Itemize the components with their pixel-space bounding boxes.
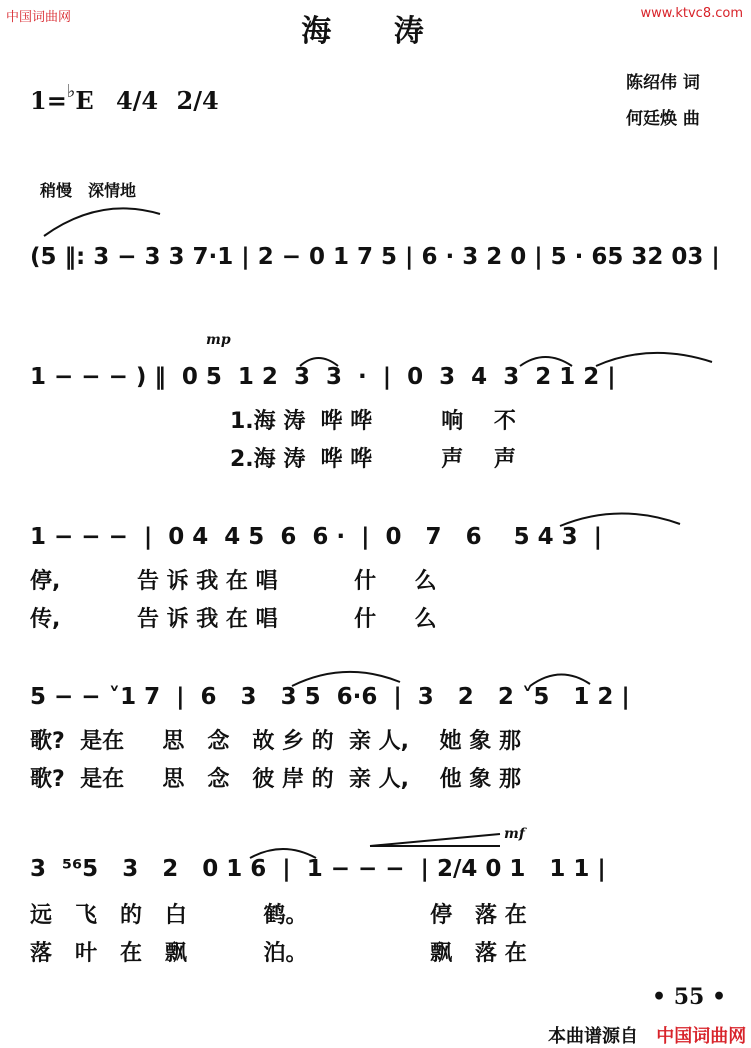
lyric-line-2-verse-2: 2.海 涛 哗 哗 声 声 xyxy=(230,447,516,472)
notation-line-2: 1 − − − ) ‖ 0 5 1 2 3 3 · | 0 3 4 3 2 1 2 | xyxy=(30,364,616,390)
footer-text: 本曲谱源自 xyxy=(548,1026,638,1047)
flat-symbol: ♭ xyxy=(66,81,76,102)
time-signature-1: 4/4 xyxy=(115,86,159,115)
notation-line-3: 1 − − − | 0 4 4 5 6 6 · | 0 7 6 5 4 3 | xyxy=(30,524,603,550)
lyric-line-4-verse-1: 歌? 是在 思 念 故 乡 的 亲 人, 她 象 那 xyxy=(30,729,521,754)
slur-line4-b xyxy=(530,674,590,686)
watermark-right: www.ktvc8.com xyxy=(640,6,743,21)
lyricist-credit: 陈绍伟 词 xyxy=(626,73,700,93)
slur-intro xyxy=(44,208,160,236)
time-signature-2: 2/4 xyxy=(176,86,219,115)
slur-line4-a xyxy=(292,672,400,686)
lyric-line-3-verse-2: 传, 告 诉 我 在 唱 什 么 xyxy=(30,607,437,632)
watermark-left: 中国词曲网 xyxy=(6,10,72,25)
lyric-line-5-verse-2: 落 叶 在 飘 泊。 飘 落 在 xyxy=(30,941,527,966)
key-note: E xyxy=(75,86,94,115)
notation-line-1: (5 ‖: 3 − 3 3 7·1 | 2 − 0 1 7 5 | 6 · 3 2 0 | 5 · 65 32 03 | xyxy=(30,244,720,270)
lyric-line-3-verse-1: 停, 告 诉 我 在 唱 什 么 xyxy=(30,569,437,594)
lyric-line-5-verse-1: 远 飞 的 白 鹤。 停 落 在 xyxy=(30,903,527,928)
lyric-line-4-verse-2: 歌? 是在 思 念 彼 岸 的 亲 人, 他 象 那 xyxy=(30,767,521,792)
slur-line2-a xyxy=(300,358,338,366)
dynamic-mp: mp xyxy=(206,332,231,348)
notation-line-4: 5 − − ˅1 7 | 6 3 3 5 6·6 | 3 2 2 ˅5 1 2 | xyxy=(30,684,630,710)
key-prefix: 1= xyxy=(30,86,67,115)
dynamic-mf: mf xyxy=(504,826,525,842)
page-number: • 55 • xyxy=(652,984,727,1010)
slur-line3-a xyxy=(560,513,680,526)
lyric-line-2-verse-1: 1.海 涛 哗 哗 响 不 xyxy=(230,409,516,434)
song-title: 海 涛 xyxy=(301,14,450,49)
tempo-marking: 稍慢 深情地 xyxy=(40,181,137,200)
notation-line-5: 3 ⁵⁶5 3 2 0 1 6 | 1 − − − | 2/4 0 1 1 1 | xyxy=(30,856,606,882)
slur-line5-a xyxy=(250,849,316,858)
slur-line2-c xyxy=(596,353,712,366)
composer-credit: 何廷焕 曲 xyxy=(626,109,700,129)
footer-site: 中国词曲网 xyxy=(656,1026,747,1047)
crescendo-hairpin-top xyxy=(370,834,500,846)
slur-line2-b xyxy=(520,357,572,366)
footer-source xyxy=(548,1022,746,1048)
